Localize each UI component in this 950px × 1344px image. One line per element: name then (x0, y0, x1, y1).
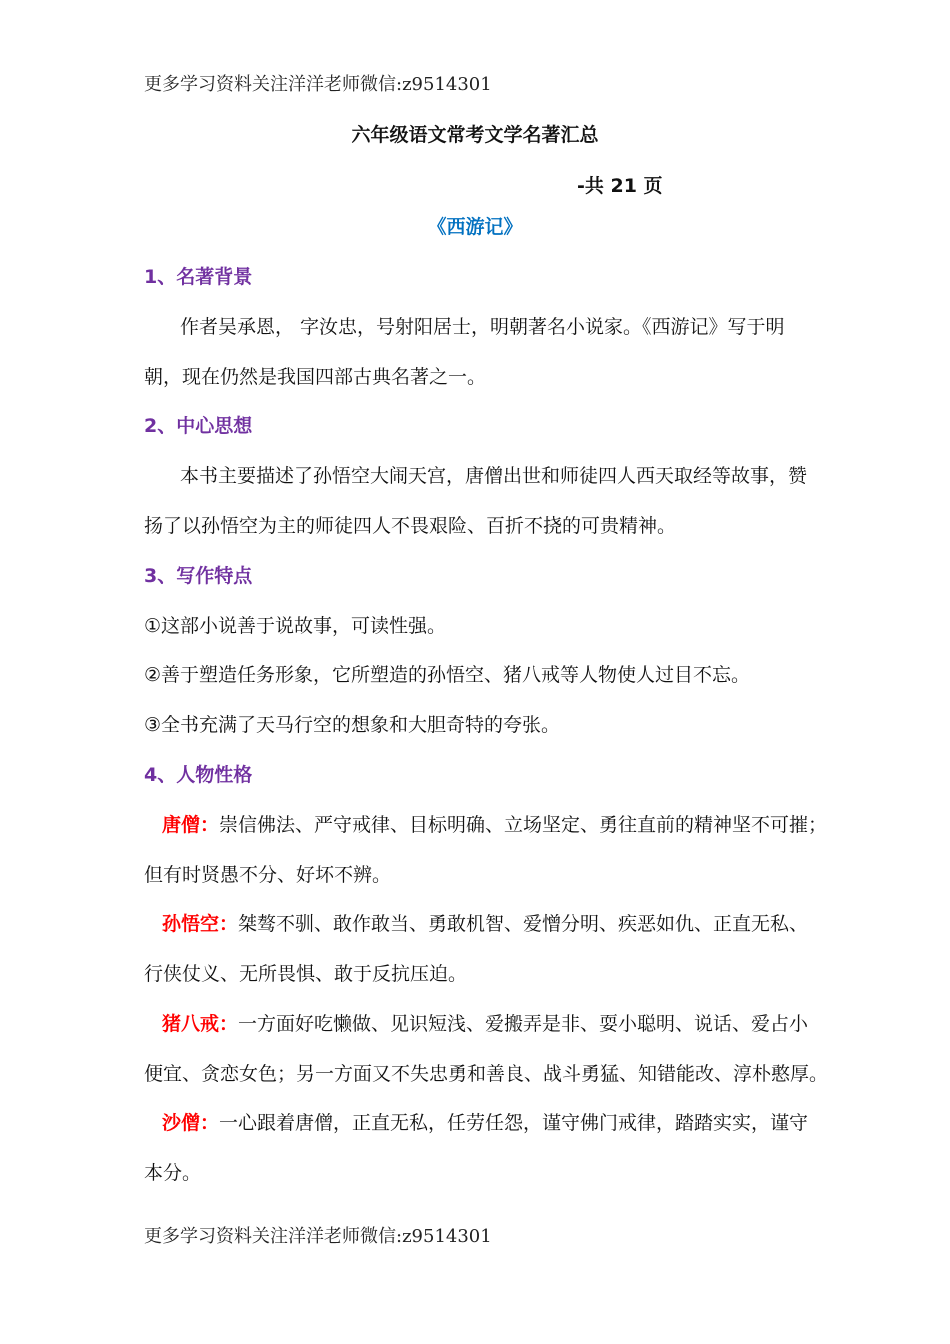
character-wukong-line-2: 行侠仗义、无所畏惧、敢于反抗压迫。 (144, 963, 468, 985)
character-tangseng-line-1 (162, 810, 827, 837)
page-count: -共 21 页 (577, 175, 663, 197)
writing-feature-1: ①这部小说善于说故事，可读性强。 (144, 615, 447, 637)
character-tangseng-desc: 崇信佛法、严守戒律、目标明确、立场坚定、勇往直前的精神坚不可摧； (219, 814, 828, 836)
section-heading-central-idea: 2、中心思想 (144, 415, 253, 437)
character-shaseng-line-1 (162, 1108, 808, 1135)
character-tangseng-line-2: 但有时贤愚不分、好坏不辨。 (144, 864, 392, 886)
character-bajie-desc: 一方面好吃懒做、见识短浅、爱搬弄是非、耍小聪明、说话、爱占小 (238, 1013, 809, 1035)
character-bajie-line-2: 便宜、贪恋女色；另一方面又不失忠勇和善良、战斗勇猛、知错能改、淳朴憨厚。 (144, 1063, 829, 1085)
character-name-wukong: 孙悟空： (162, 913, 239, 935)
section-heading-characters: 4、人物性格 (144, 764, 253, 786)
document-title: 六年级语文常考文学名著汇总 (351, 124, 599, 146)
central-idea-line-2: 扬了以孙悟空为主的师徒四人不畏艰险、百折不挠的可贵精神。 (144, 515, 677, 537)
character-bajie-line-1 (162, 1009, 808, 1036)
writing-feature-2: ②善于塑造任务形象，它所塑造的孙悟空、猪八戒等人物使人过目不忘。 (144, 664, 751, 686)
section-heading-writing-features: 3、写作特点 (144, 565, 253, 587)
character-name-bajie: 猪八戒： (162, 1013, 239, 1035)
character-wukong-desc: 桀骜不驯、敢作敢当、勇敢机智、爱憎分明、疾恶如仇、正直无私、 (238, 913, 809, 935)
page-header: 更多学习资料关注洋洋老师微信:z9514301 (144, 74, 492, 95)
book-title: 《西游记》 (427, 216, 523, 238)
background-paragraph-line-2: 朝，现在仍然是我国四部古典名著之一。 (144, 366, 487, 388)
character-wukong-line-1 (162, 909, 808, 936)
background-paragraph-line-1: 作者吴承恩， 字汝忠，号射阳居士，明朝著名小说家。《西游记》写于明 (180, 316, 785, 338)
central-idea-line-1: 本书主要描述了孙悟空大闹天宫，唐僧出世和师徒四人西天取经等故事，赞 (180, 465, 808, 487)
page-footer: 更多学习资料关注洋洋老师微信:z9514301 (144, 1226, 492, 1247)
character-shaseng-line-2: 本分。 (144, 1162, 202, 1184)
section-heading-background: 1、名著背景 (144, 266, 253, 288)
character-name-tangseng: 唐僧： (162, 814, 220, 836)
character-name-shaseng: 沙僧： (162, 1112, 220, 1134)
writing-feature-3: ③全书充满了天马行空的想象和大胆奇特的夸张。 (144, 714, 561, 736)
character-shaseng-desc: 一心跟着唐僧，正直无私，任劳任怨，谨守佛门戒律，踏踏实实，谨守 (219, 1112, 809, 1134)
